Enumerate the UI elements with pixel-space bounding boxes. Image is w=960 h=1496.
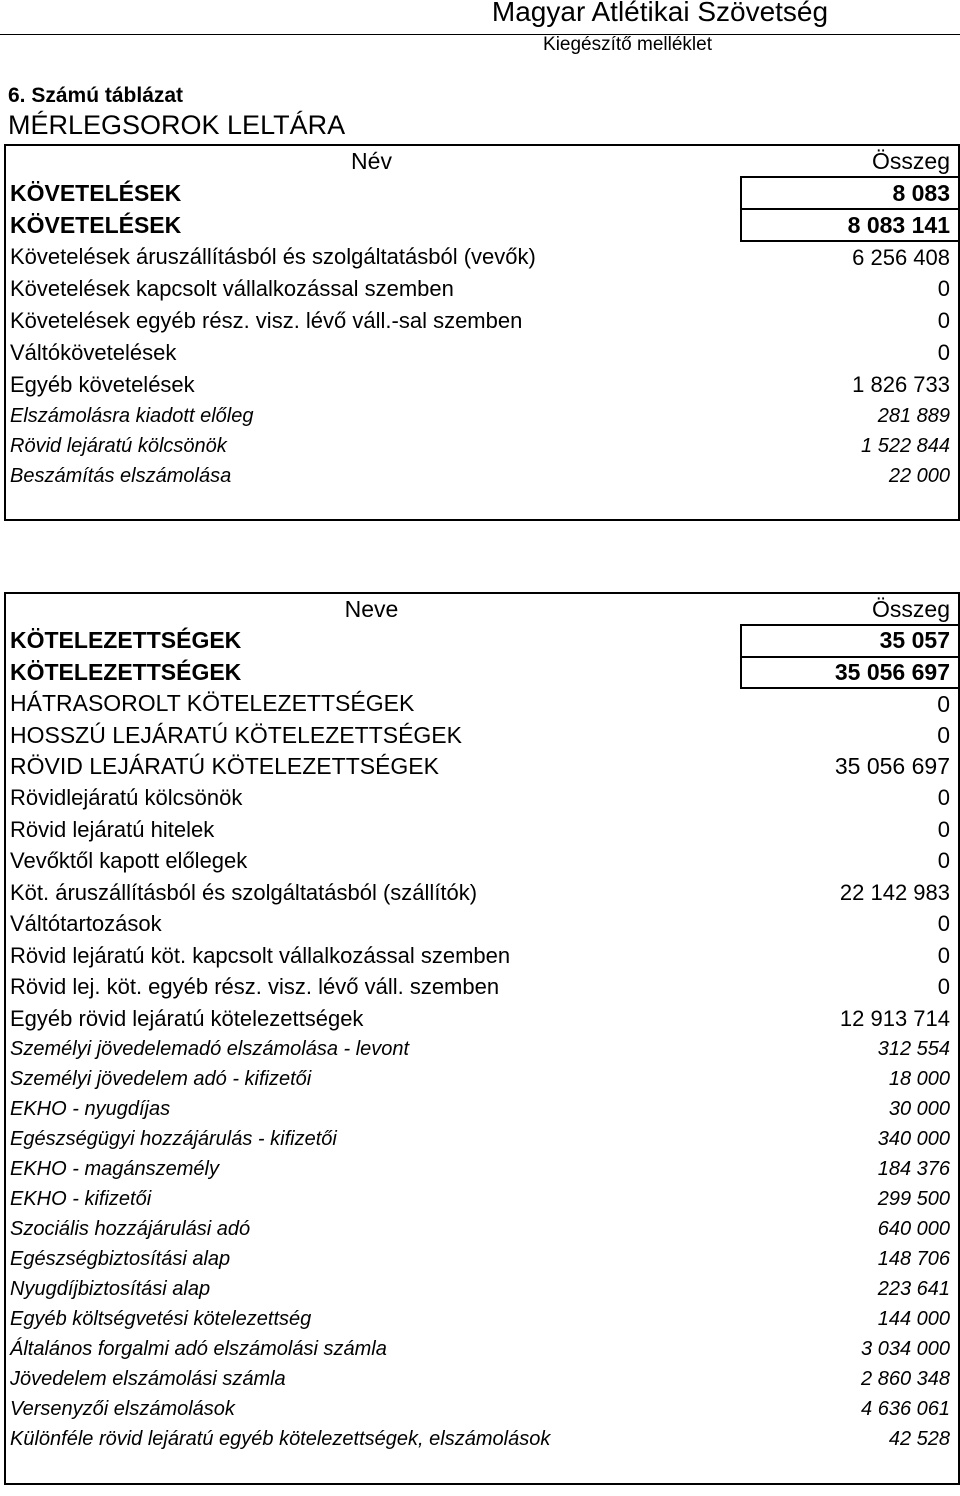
empty-cell (741, 491, 959, 520)
row-name: Egészségügyi hozzájárulás - kifizetői (10, 1128, 337, 1150)
row-amount: 340 000 (877, 1128, 950, 1150)
row-name: Személyi jövedelemadó elszámolása - levont (10, 1038, 410, 1060)
column-header-amount: Összeg (872, 147, 950, 174)
row-name: Rövidlejáratú kölcsönök (10, 785, 243, 811)
row-amount: 2 860 348 (861, 1368, 950, 1390)
table-row (5, 1035, 959, 1065)
row-name: Általános forgalmi adó elszámolási számla (10, 1338, 387, 1360)
empty-cell (5, 491, 741, 520)
row-name: Váltótartozások (10, 911, 162, 937)
table-number: 6. Számú táblázat (8, 84, 184, 107)
table-row (5, 1125, 959, 1155)
row-name: HÁTRASOROLT KÖTELEZETTSÉGEK (10, 690, 415, 717)
table-row (5, 1245, 959, 1275)
row-amount: 42 528 (888, 1428, 950, 1450)
row-amount: 299 500 (877, 1188, 950, 1210)
row-name: Egyéb költségvetési kötelezettség (10, 1308, 312, 1330)
row-amount: 1 522 844 (861, 434, 950, 457)
table-row (5, 209, 959, 241)
table-row (5, 751, 959, 783)
row-name: Vevőktől kapott előlegek (10, 848, 248, 874)
table-row (5, 1065, 959, 1095)
row-name: Egyéb rövid lejáratú kötelezettségek (10, 1005, 364, 1031)
table-row (5, 688, 959, 720)
row-name: HOSSZÚ LEJÁRATÚ KÖTELEZETTSÉGEK (10, 721, 462, 748)
row-name: KÖVETELÉSEK (10, 211, 182, 238)
column-header-name: Neve (344, 596, 399, 622)
table-row (5, 177, 959, 209)
row-amount: 8 083 (741, 177, 959, 209)
table-row (5, 1003, 959, 1035)
row-amount: 35 056 697 (834, 753, 950, 780)
row-name: EKHO - magánszemély (10, 1158, 219, 1180)
row-name: Egyéb követelések (10, 372, 195, 397)
row-name: Rövid lej. köt. egyéb rész. visz. lévő váll. szemben (10, 974, 500, 1000)
table-header-row (5, 145, 959, 177)
row-amount: 22 142 983 (839, 879, 950, 905)
table-row (5, 1215, 959, 1245)
row-name: Beszámítás elszámolása (10, 464, 232, 487)
row-amount: 35 057 (741, 625, 959, 657)
document-subtitle: Kiegészítő melléklet (543, 34, 712, 55)
table-row (5, 369, 959, 401)
row-name: EKHO - kifizetői (10, 1188, 152, 1210)
row-amount: 148 706 (877, 1248, 950, 1270)
row-name: Követelések egyéb rész. visz. lévő váll.-sal szemben (10, 308, 523, 333)
row-name: Rövid lejáratú kölcsönök (10, 434, 227, 457)
row-name: Egészségbiztosítási alap (10, 1248, 231, 1270)
row-amount: 0 (937, 911, 950, 937)
row-amount: 0 (937, 308, 950, 333)
row-amount: 18 000 (888, 1068, 950, 1090)
row-amount: 281 889 (877, 404, 950, 427)
table-row (5, 1335, 959, 1365)
row-name: Elszámolásra kiadott előleg (10, 404, 254, 427)
empty-cell (5, 1455, 741, 1484)
empty-cell (741, 1455, 959, 1484)
row-amount: 144 000 (877, 1308, 950, 1330)
table-row (5, 1155, 959, 1185)
row-name: Rövid lejáratú hitelek (10, 816, 215, 842)
table-row (5, 273, 959, 305)
table-row (5, 940, 959, 972)
table-row (5, 401, 959, 431)
row-name: Követelések kapcsolt vállalkozással szemben (10, 276, 454, 301)
table-row (5, 337, 959, 369)
table-row (5, 1425, 959, 1455)
row-amount: 8 083 141 (741, 209, 959, 241)
table-row (5, 1305, 959, 1335)
table-row (5, 814, 959, 846)
row-amount: 223 641 (877, 1278, 950, 1300)
table-row (5, 431, 959, 461)
receivables-table (4, 144, 960, 521)
row-amount: 0 (937, 276, 950, 301)
row-amount: 312 554 (877, 1038, 950, 1060)
empty-row (5, 1455, 959, 1484)
table-row (5, 305, 959, 337)
liabilities-table (4, 592, 960, 1485)
empty-row (5, 491, 959, 520)
table-row (5, 241, 959, 273)
table-row (5, 846, 959, 878)
column-header-amount: Összeg (872, 595, 950, 622)
row-name: RÖVID LEJÁRATÚ KÖTELEZETTSÉGEK (10, 753, 439, 780)
row-amount: 0 (937, 340, 950, 365)
row-name: Váltókövetelések (10, 340, 177, 365)
row-amount: 12 913 714 (839, 1005, 950, 1031)
row-amount: 0 (937, 974, 950, 1000)
row-amount: 22 000 (888, 464, 950, 487)
table-row (5, 972, 959, 1004)
row-name: Személyi jövedelem adó - kifizetői (10, 1068, 312, 1090)
row-name: EKHO - nyugdíjas (10, 1098, 171, 1120)
table-row (5, 657, 959, 689)
row-name: Nyugdíjbiztosítási alap (10, 1278, 211, 1300)
row-amount: 184 376 (877, 1158, 950, 1180)
row-name: KÖTELEZETTSÉGEK (10, 658, 242, 685)
table-row (5, 625, 959, 657)
table-row (5, 1185, 959, 1215)
row-name: Versenyzői elszámolások (10, 1398, 235, 1420)
row-amount: 35 056 697 (741, 657, 959, 689)
row-amount: 0 (937, 848, 950, 874)
table-row (5, 1095, 959, 1125)
row-name: Különféle rövid lejáratú egyéb kötelezettségek, elszámolások (10, 1428, 551, 1450)
table-row (5, 909, 959, 941)
table-title: MÉRLEGSOROK LELTÁRA (8, 110, 346, 140)
row-name: Rövid lejáratú köt. kapcsolt vállalkozással szemben (10, 942, 511, 968)
row-amount: 1 826 733 (852, 372, 950, 397)
row-amount: 6 256 408 (852, 244, 950, 270)
row-name: KÖTELEZETTSÉGEK (10, 627, 242, 654)
row-amount: 0 (937, 942, 950, 968)
row-amount: 3 034 000 (861, 1338, 950, 1360)
table-row (5, 877, 959, 909)
row-amount: 0 (937, 690, 950, 717)
table-row (5, 783, 959, 815)
row-amount: 0 (937, 785, 950, 811)
row-name: Jövedelem elszámolási számla (10, 1368, 286, 1390)
row-amount: 0 (937, 721, 950, 748)
row-name: Köt. áruszállításból és szolgáltatásból (szállítók) (10, 879, 478, 905)
table-row (5, 1395, 959, 1425)
table-row (5, 461, 959, 491)
row-amount: 0 (937, 816, 950, 842)
table-row (5, 1365, 959, 1395)
row-name: KÖVETELÉSEK (10, 179, 182, 206)
organization-title: Magyar Atlétikai Szövetség (491, 0, 829, 27)
table-header-row (5, 593, 959, 625)
table-row (5, 720, 959, 752)
row-amount: 4 636 061 (861, 1398, 950, 1420)
row-amount: 640 000 (877, 1218, 950, 1240)
row-name: Követelések áruszállításból és szolgáltatásból (vevők) (10, 244, 536, 269)
table-row (5, 1275, 959, 1305)
row-name: Szociális hozzájárulási adó (10, 1218, 251, 1240)
row-amount: 30 000 (888, 1098, 950, 1120)
column-header-name: Név (351, 148, 392, 174)
